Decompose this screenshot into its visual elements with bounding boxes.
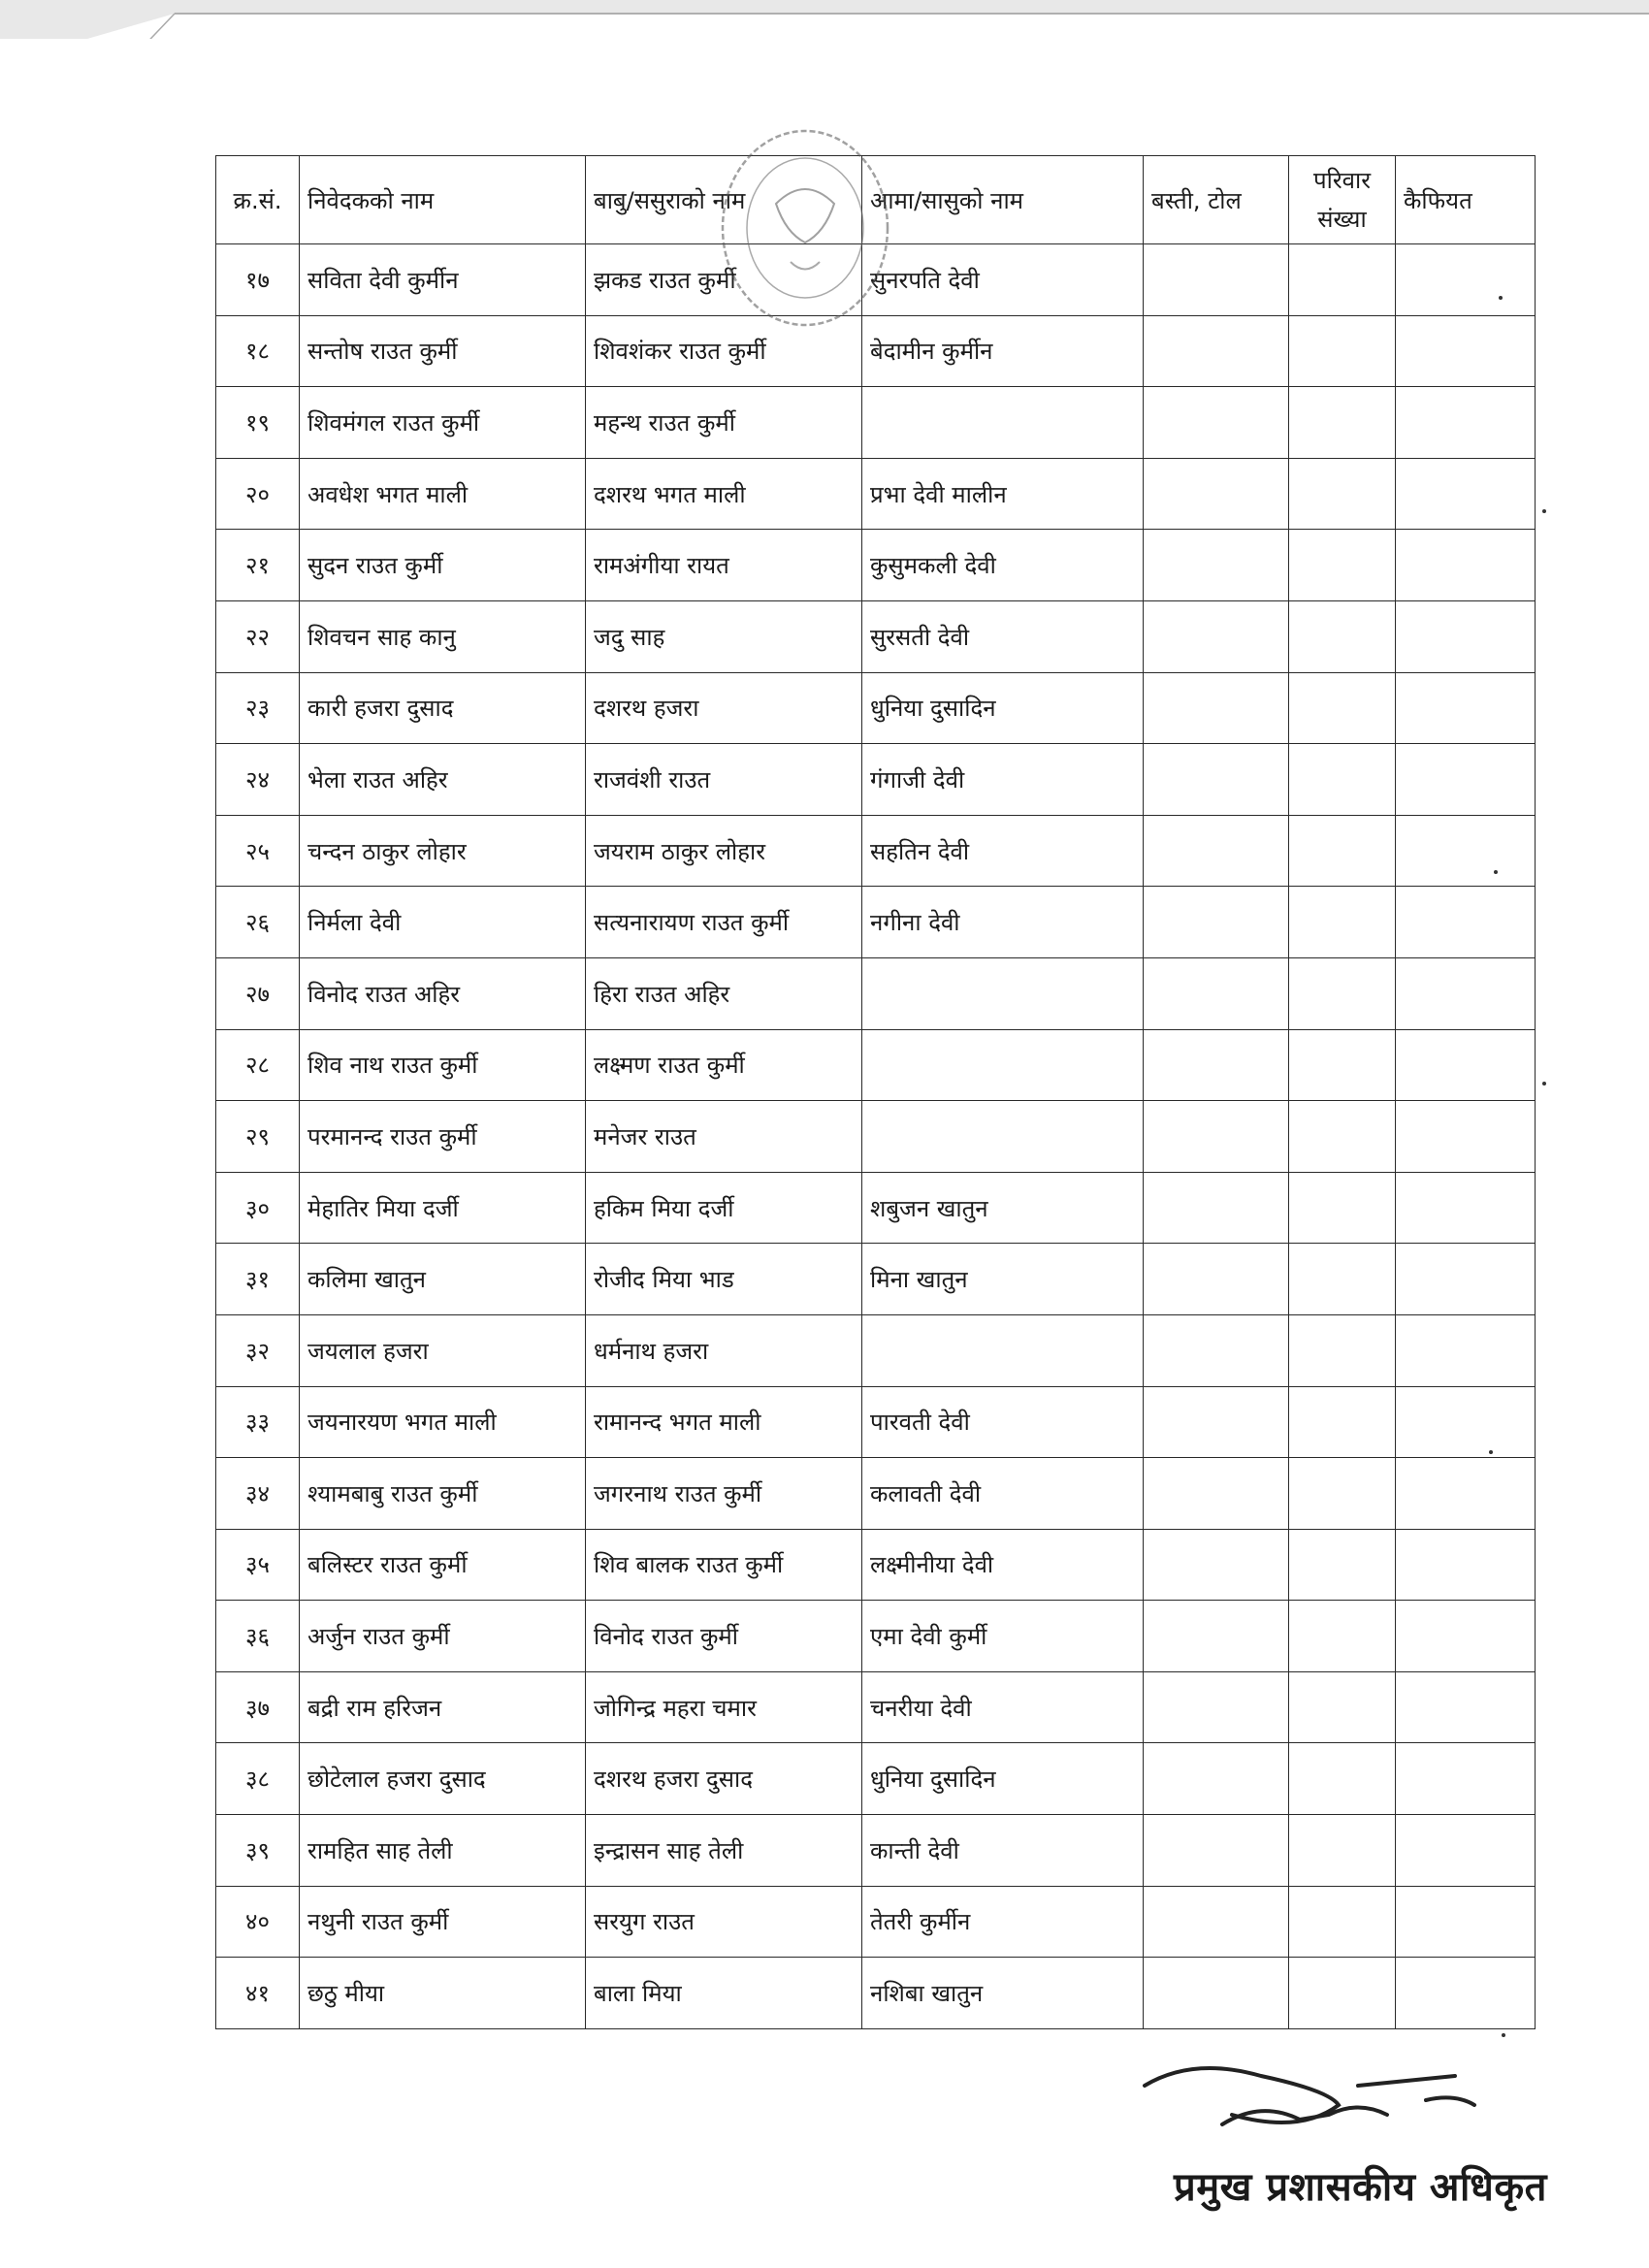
table-row	[216, 1101, 1536, 1173]
table-row	[216, 458, 1536, 530]
cell-applicant-name: जयनारयण भगत माली	[300, 1386, 586, 1458]
cell-locality	[1144, 600, 1289, 672]
cell-locality	[1144, 887, 1289, 958]
cell-applicant-name: बद्री राम हरिजन	[300, 1671, 586, 1743]
cell-family-count	[1289, 530, 1396, 601]
cell-father-name: धर्मनाथ हजरा	[586, 1314, 862, 1386]
cell-father-name: मनेजर राउत	[586, 1101, 862, 1173]
cell-serial: १८	[216, 315, 300, 387]
cell-father-name: हकिम मिया दर्जी	[586, 1172, 862, 1244]
cell-applicant-name: निर्मला देवी	[300, 887, 586, 958]
cell-serial: ३०	[216, 1172, 300, 1244]
table-row	[216, 1529, 1536, 1601]
cell-family-count	[1289, 672, 1396, 744]
cell-applicant-name: श्यामबाबु राउत कुर्मी	[300, 1458, 586, 1530]
cell-remarks	[1396, 672, 1536, 744]
cell-remarks	[1396, 1314, 1536, 1386]
cell-remarks	[1396, 600, 1536, 672]
cell-family-count	[1289, 458, 1396, 530]
cell-applicant-name: छोटेलाल हजरा दुसाद	[300, 1743, 586, 1815]
officer-designation: प्रमुख प्रशासकीय अधिकृत	[1174, 2165, 1547, 2210]
scan-speck	[1494, 870, 1498, 874]
cell-mother-name	[862, 1029, 1144, 1101]
cell-locality	[1144, 1101, 1289, 1173]
cell-locality	[1144, 1743, 1289, 1815]
cell-mother-name: कुसुमकली देवी	[862, 530, 1144, 601]
cell-applicant-name: सुदन राउत कुर्मी	[300, 530, 586, 601]
cell-serial: २०	[216, 458, 300, 530]
cell-locality	[1144, 1815, 1289, 1887]
cell-serial: २४	[216, 744, 300, 816]
table-row	[216, 1029, 1536, 1101]
cell-family-count	[1289, 1172, 1396, 1244]
cell-mother-name	[862, 957, 1144, 1029]
table-row	[216, 887, 1536, 958]
cell-family-count	[1289, 315, 1396, 387]
cell-remarks	[1396, 1601, 1536, 1672]
table-row	[216, 1386, 1536, 1458]
cell-serial: ३२	[216, 1314, 300, 1386]
scan-speck	[1542, 1082, 1546, 1085]
cell-father-name: महन्थ राउत कुर्मी	[586, 387, 862, 459]
cell-father-name: इन्द्रासन साह तेली	[586, 1815, 862, 1887]
header-remarks: कैफियत	[1396, 156, 1536, 244]
header-serial: क्र.सं.	[216, 156, 300, 244]
table-row	[216, 1601, 1536, 1672]
cell-father-name: विनोद राउत कुर्मी	[586, 1601, 862, 1672]
cell-remarks	[1396, 1458, 1536, 1530]
cell-father-name: जयराम ठाकुर लोहार	[586, 815, 862, 887]
cell-family-count	[1289, 1815, 1396, 1887]
officer-signature	[1135, 2047, 1504, 2154]
cell-locality	[1144, 387, 1289, 459]
cell-applicant-name: परमानन्द राउत कुर्मी	[300, 1101, 586, 1173]
cell-family-count	[1289, 600, 1396, 672]
cell-remarks	[1396, 1101, 1536, 1173]
cell-locality	[1144, 1886, 1289, 1958]
cell-father-name: सरयुग राउत	[586, 1886, 862, 1958]
cell-locality	[1144, 1314, 1289, 1386]
cell-remarks	[1396, 315, 1536, 387]
cell-father-name: झकड राउत कुर्मी	[586, 244, 862, 316]
header-family-count: परिवार संख्या	[1289, 156, 1396, 244]
cell-locality	[1144, 315, 1289, 387]
cell-applicant-name: नथुनी राउत कुर्मी	[300, 1886, 586, 1958]
cell-applicant-name: कारी हजरा दुसाद	[300, 672, 586, 744]
cell-father-name: शिवशंकर राउत कुर्मी	[586, 315, 862, 387]
cell-applicant-name: भेला राउत अहिर	[300, 744, 586, 816]
scan-edge-shadow	[0, 0, 1649, 39]
cell-father-name: रामानन्द भगत माली	[586, 1386, 862, 1458]
cell-family-count	[1289, 1314, 1396, 1386]
cell-remarks	[1396, 1815, 1536, 1887]
cell-family-count	[1289, 387, 1396, 459]
cell-mother-name: लक्ष्मीनीया देवी	[862, 1529, 1144, 1601]
cell-family-count	[1289, 1601, 1396, 1672]
cell-mother-name: सुरसती देवी	[862, 600, 1144, 672]
cell-mother-name: कलावती देवी	[862, 1458, 1144, 1530]
cell-father-name: जोगिन्द्र महरा चमार	[586, 1671, 862, 1743]
cell-mother-name: मिना खातुन	[862, 1244, 1144, 1315]
cell-remarks	[1396, 387, 1536, 459]
cell-family-count	[1289, 1458, 1396, 1530]
cell-mother-name	[862, 387, 1144, 459]
cell-mother-name: कान्ती देवी	[862, 1815, 1144, 1887]
cell-locality	[1144, 458, 1289, 530]
cell-applicant-name: मेहातिर मिया दर्जी	[300, 1172, 586, 1244]
cell-mother-name: नगीना देवी	[862, 887, 1144, 958]
cell-serial: ४०	[216, 1886, 300, 1958]
scan-speck	[1499, 296, 1503, 300]
table-row	[216, 1172, 1536, 1244]
table-row	[216, 1458, 1536, 1530]
cell-family-count	[1289, 1386, 1396, 1458]
cell-family-count	[1289, 1244, 1396, 1315]
cell-family-count	[1289, 744, 1396, 816]
cell-mother-name: पारवती देवी	[862, 1386, 1144, 1458]
cell-serial: ३९	[216, 1815, 300, 1887]
cell-remarks	[1396, 887, 1536, 958]
scan-speck	[1542, 509, 1546, 513]
cell-family-count	[1289, 1029, 1396, 1101]
cell-serial: २१	[216, 530, 300, 601]
cell-applicant-name: शिव नाथ राउत कुर्मी	[300, 1029, 586, 1101]
cell-family-count	[1289, 244, 1396, 316]
cell-applicant-name: विनोद राउत अहिर	[300, 957, 586, 1029]
cell-mother-name: सुनरपति देवी	[862, 244, 1144, 316]
cell-family-count	[1289, 1529, 1396, 1601]
table-row	[216, 387, 1536, 459]
cell-mother-name: धुनिया दुसादिन	[862, 1743, 1144, 1815]
cell-locality	[1144, 1671, 1289, 1743]
cell-serial: २२	[216, 600, 300, 672]
table-row	[216, 530, 1536, 601]
scan-speck	[1489, 1450, 1493, 1454]
cell-locality	[1144, 1386, 1289, 1458]
cell-mother-name: एमा देवी कुर्मी	[862, 1601, 1144, 1672]
cell-mother-name	[862, 1101, 1144, 1173]
cell-locality	[1144, 672, 1289, 744]
cell-father-name: रामअंगीया रायत	[586, 530, 862, 601]
cell-locality	[1144, 1458, 1289, 1530]
cell-applicant-name: चन्दन ठाकुर लोहार	[300, 815, 586, 887]
cell-family-count	[1289, 957, 1396, 1029]
header-applicant-name: निवेदकको नाम	[300, 156, 586, 244]
cell-remarks	[1396, 1886, 1536, 1958]
cell-father-name: बाला मिया	[586, 1958, 862, 2029]
cell-family-count	[1289, 887, 1396, 958]
table-row	[216, 1244, 1536, 1315]
cell-serial: २५	[216, 815, 300, 887]
cell-serial: ४१	[216, 1958, 300, 2029]
cell-serial: ३४	[216, 1458, 300, 1530]
cell-serial: ३३	[216, 1386, 300, 1458]
cell-remarks	[1396, 244, 1536, 316]
cell-family-count	[1289, 1886, 1396, 1958]
header-father-name: बाबु/ससुराको नाम	[586, 156, 862, 244]
cell-applicant-name: सविता देवी कुर्मीन	[300, 244, 586, 316]
cell-serial: १७	[216, 244, 300, 316]
cell-serial: २९	[216, 1101, 300, 1173]
cell-family-count	[1289, 815, 1396, 887]
cell-family-count	[1289, 1101, 1396, 1173]
cell-locality	[1144, 1172, 1289, 1244]
cell-remarks	[1396, 1743, 1536, 1815]
table-row	[216, 957, 1536, 1029]
applicant-roster-table	[215, 155, 1536, 2029]
cell-remarks	[1396, 1958, 1536, 2029]
cell-mother-name: तेतरी कुर्मीन	[862, 1886, 1144, 1958]
cell-applicant-name: सन्तोष राउत कुर्मी	[300, 315, 586, 387]
cell-father-name: दशरथ हजरा दुसाद	[586, 1743, 862, 1815]
table-row	[216, 1815, 1536, 1887]
cell-remarks	[1396, 815, 1536, 887]
table-row	[216, 1314, 1536, 1386]
cell-remarks	[1396, 1529, 1536, 1601]
table-body	[216, 244, 1536, 2029]
cell-family-count	[1289, 1743, 1396, 1815]
cell-father-name: जगरनाथ राउत कुर्मी	[586, 1458, 862, 1530]
cell-remarks	[1396, 957, 1536, 1029]
cell-mother-name: नशिबा खातुन	[862, 1958, 1144, 2029]
cell-locality	[1144, 1601, 1289, 1672]
cell-mother-name: गंगाजी देवी	[862, 744, 1144, 816]
cell-locality	[1144, 1029, 1289, 1101]
cell-remarks	[1396, 1386, 1536, 1458]
cell-mother-name: बेदामीन कुर्मीन	[862, 315, 1144, 387]
cell-serial: २८	[216, 1029, 300, 1101]
cell-mother-name: धुनिया दुसादिन	[862, 672, 1144, 744]
cell-serial: २३	[216, 672, 300, 744]
cell-father-name: सत्यनारायण राउत कुर्मी	[586, 887, 862, 958]
table-row	[216, 600, 1536, 672]
cell-family-count	[1289, 1958, 1396, 2029]
cell-father-name: दशरथ हजरा	[586, 672, 862, 744]
cell-father-name: राजवंशी राउत	[586, 744, 862, 816]
cell-father-name: दशरथ भगत माली	[586, 458, 862, 530]
cell-mother-name: चनरीया देवी	[862, 1671, 1144, 1743]
table-row	[216, 1671, 1536, 1743]
cell-remarks	[1396, 1172, 1536, 1244]
cell-applicant-name: अवधेश भगत माली	[300, 458, 586, 530]
cell-mother-name	[862, 1314, 1144, 1386]
table-row	[216, 744, 1536, 816]
cell-remarks	[1396, 458, 1536, 530]
table-row	[216, 1886, 1536, 1958]
cell-locality	[1144, 1958, 1289, 2029]
cell-father-name: लक्ष्मण राउत कुर्मी	[586, 1029, 862, 1101]
cell-mother-name: शबुजन खातुन	[862, 1172, 1144, 1244]
cell-applicant-name: छठु मीया	[300, 1958, 586, 2029]
cell-locality	[1144, 815, 1289, 887]
cell-locality	[1144, 957, 1289, 1029]
cell-applicant-name: जयलाल हजरा	[300, 1314, 586, 1386]
office-seal-stamp	[708, 116, 902, 340]
cell-applicant-name: कलिमा खातुन	[300, 1244, 586, 1315]
cell-remarks	[1396, 530, 1536, 601]
cell-remarks	[1396, 1244, 1536, 1315]
cell-locality	[1144, 1529, 1289, 1601]
cell-serial: २७	[216, 957, 300, 1029]
cell-locality	[1144, 1244, 1289, 1315]
cell-serial: २६	[216, 887, 300, 958]
cell-serial: ३७	[216, 1671, 300, 1743]
cell-father-name: जदु साह	[586, 600, 862, 672]
table-row	[216, 815, 1536, 887]
table-row	[216, 1743, 1536, 1815]
cell-father-name: शिव बालक राउत कुर्मी	[586, 1529, 862, 1601]
table-row	[216, 672, 1536, 744]
table-row	[216, 1958, 1536, 2029]
cell-mother-name: प्रभा देवी मालीन	[862, 458, 1144, 530]
cell-father-name: हिरा राउत अहिर	[586, 957, 862, 1029]
cell-applicant-name: रामहित साह तेली	[300, 1815, 586, 1887]
header-mother-name: आमा/सासुको नाम	[862, 156, 1144, 244]
cell-applicant-name: शिवचन साह कानु	[300, 600, 586, 672]
roster-table-container	[215, 155, 1535, 2029]
cell-mother-name: सहतिन देवी	[862, 815, 1144, 887]
cell-serial: ३१	[216, 1244, 300, 1315]
cell-locality	[1144, 744, 1289, 816]
cell-remarks	[1396, 1671, 1536, 1743]
header-locality: बस्ती, टोल	[1144, 156, 1289, 244]
cell-father-name: रोजीद मिया भाड	[586, 1244, 862, 1315]
cell-remarks	[1396, 744, 1536, 816]
cell-applicant-name: बलिस्टर राउत कुर्मी	[300, 1529, 586, 1601]
cell-applicant-name: शिवमंगल राउत कुर्मी	[300, 387, 586, 459]
cell-remarks	[1396, 1029, 1536, 1101]
scan-speck	[1502, 2033, 1505, 2037]
cell-applicant-name: अर्जुन राउत कुर्मी	[300, 1601, 586, 1672]
cell-serial: ३६	[216, 1601, 300, 1672]
cell-serial: ३८	[216, 1743, 300, 1815]
cell-serial: १९	[216, 387, 300, 459]
cell-locality	[1144, 244, 1289, 316]
cell-family-count	[1289, 1671, 1396, 1743]
cell-locality	[1144, 530, 1289, 601]
cell-serial: ३५	[216, 1529, 300, 1601]
